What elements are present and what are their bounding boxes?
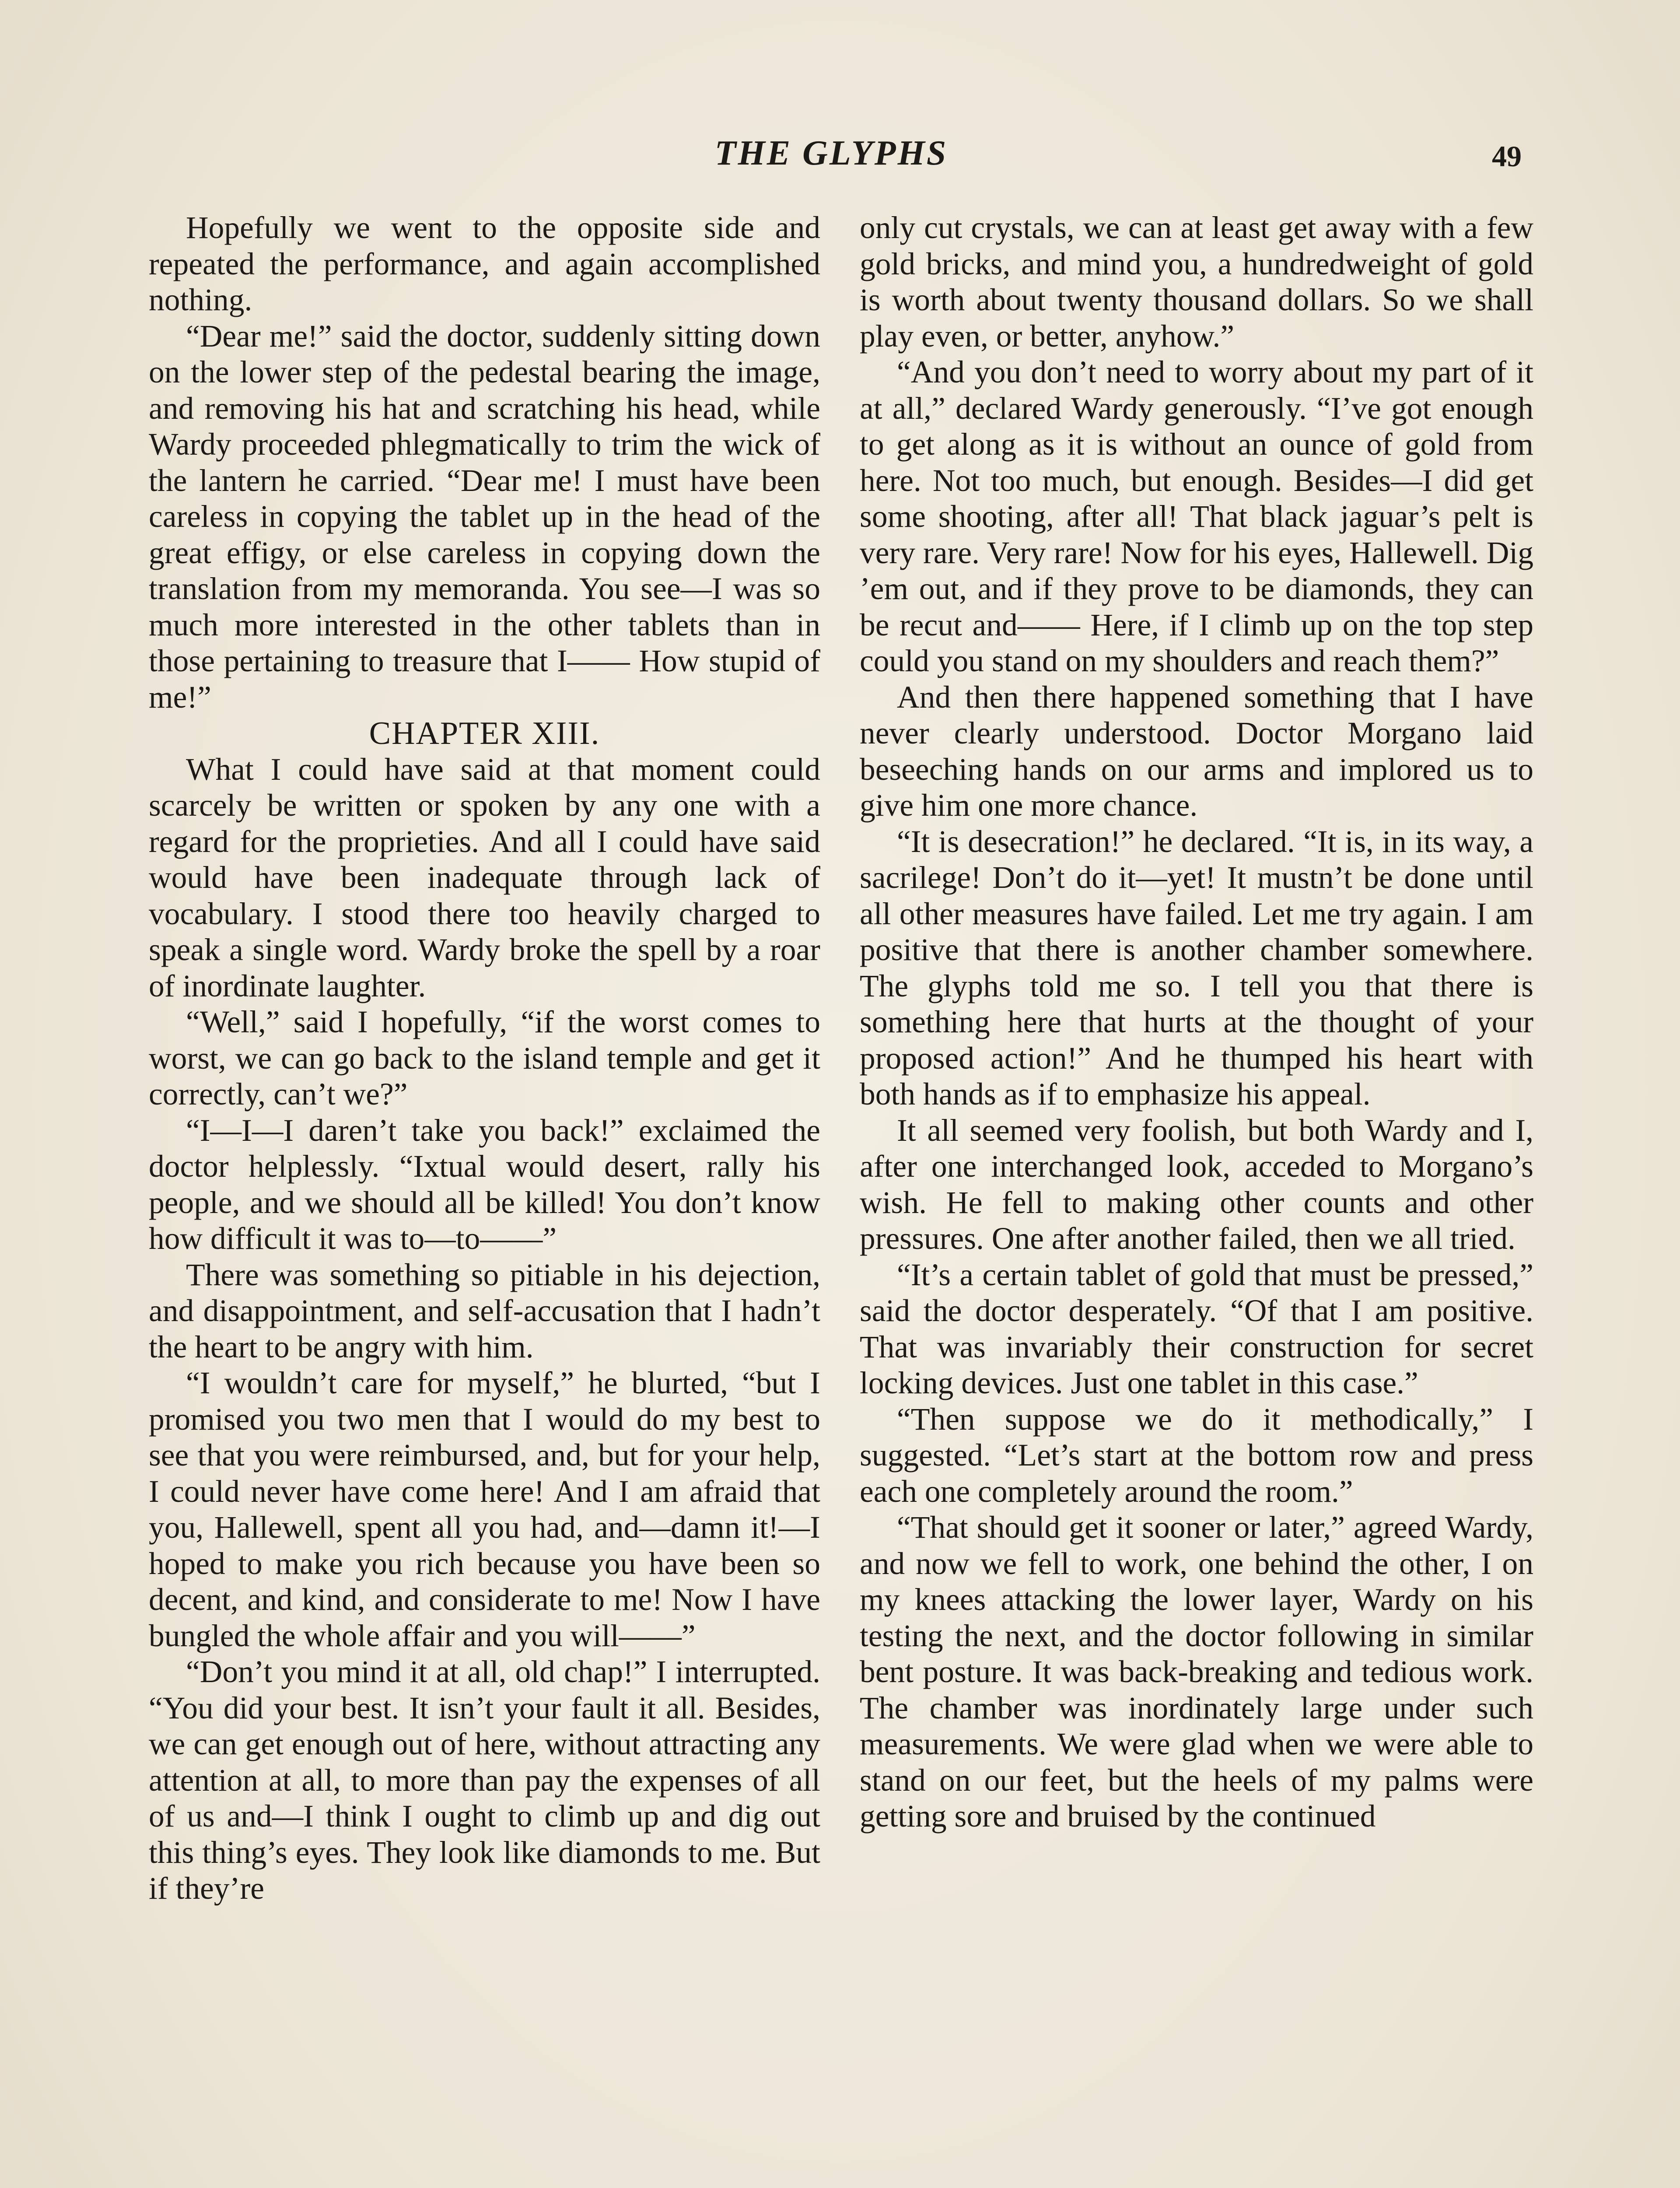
running-title: THE GLYPHS [714, 134, 948, 172]
right-column [860, 210, 1533, 1835]
paragraph: only cut crystals, we can at least get away with a few gold bricks, and mind you, a hundredweight of gold is worth about twenty thousand dollars. So we shall play even, or better, anyhow.” [860, 210, 1533, 354]
paragraph: “It’s a certain tablet of gold that must be pressed,” said the doctor desperately. “Of that I am positive. That was invariably their construction for secret locking devices. Just one tablet in this case.” [860, 1257, 1533, 1400]
paragraph: There was something so pitiable in his dejection, and disappointment, and self-accusation that I hadn’t the heart to be angry with him. [149, 1257, 820, 1364]
paragraph: “Well,” said I hopefully, “if the worst comes to worst, we can go back to the island temple and get it correctly, can’t we?” [149, 1005, 820, 1112]
paragraph: “Don’t you mind it at all, old chap!” I interrupted. “You did your best. It isn’t your fault it all. Besides, we can get enough out of here, without attracting any attention at all, to more than pay the expenses of all of us and—I think I ought to climb up and dig out this thing’s eyes. They look like diamonds to me. But if they’re [149, 1655, 820, 1906]
page-number: 49 [1492, 140, 1522, 173]
paragraph: “It is desecration!” he declared. “It is, in its way, a sacrilege! Don’t do it—yet! It mustn’t be done until all other measures have failed. Let me try again. I am positive that there is another chamber somewhere. The glyphs told me so. I tell you that there is something here that hurts at the thought of your proposed action!” And he thumped his heart with both hands as if to emphasize his appeal. [860, 824, 1533, 1112]
paragraph: “And you don’t need to worry about my part of it at all,” declared Wardy generously. “I’ve got enough to get along as it is without an ounce of gold from here. Not too much, but enough. Besides—I did get some shooting, after all! That black jaguar’s pelt is very rare. Very rare! Now for his eyes, Hallewell. Dig ’em out, and if they prove to be diamonds, they can be recut and—— Here, if I climb up on the top step could you stand on my shoulders and reach them?” [860, 355, 1533, 678]
chapter-heading: CHAPTER XIII. [369, 715, 600, 751]
paragraph: “That should get it sooner or later,” agreed Wardy, and now we fell to work, one behind the other, I on my knees attacking the lower layer, Wardy on his testing the next, and the doctor following in similar bent posture. It was back-breaking and tedious work. The chamber was inordinately large under such measurements. We were glad when we were able to stand on our feet, but the heels of my palms were getting sore and bruised by the continued [860, 1510, 1533, 1834]
paragraph: What I could have said at that moment could scarcely be written or spoken by any one with a regard for the proprieties. And all I could have said would have been inadequate through lack of vocabulary. I stood there too heavily charged to speak a single word. Wardy broke the spell by a roar of inordinate laughter. [149, 752, 820, 1003]
paragraph: And then there happened something that I have never clearly understood. Doctor Morgano laid beseeching hands on our arms and implored us to give him one more chance. [860, 680, 1533, 823]
paragraph: Hopefully we went to the opposite side and repeated the performance, and again accomplished nothing. [149, 210, 820, 317]
paragraph: “Then suppose we do it methodically,” I suggested. “Let’s start at the bottom row and press each one completely around the room.” [860, 1402, 1533, 1509]
paragraph: “I—I—I daren’t take you back!” exclaimed the doctor helplessly. “Ixtual would desert, rally his people, and we should all be killed! You don’t know how difficult it was to—to——” [149, 1113, 820, 1256]
left-column [149, 210, 820, 1907]
paragraph: “I wouldn’t care for myself,” he blurted, “but I promised you two men that I would do my best to see that you were reimbursed, and, but for your help, I could never have come here! And I am afraid that you, Hallewell, spent all you had, and—damn it!—I hoped to make you rich because you have been so decent, and kind, and considerate to me! Now I have bungled the whole affair and you will——” [149, 1366, 820, 1653]
paragraph: It all seemed very foolish, but both Wardy and I, after one interchanged look, acceded to Morgano’s wish. He fell to making other counts and other pressures. One after another failed, then we all tried. [860, 1113, 1533, 1256]
paragraph: “Dear me!” said the doctor, suddenly sitting down on the lower step of the pedestal bearing the image, and removing his hat and scratching his head, while Wardy proceeded phlegmatically to trim the wick of the lantern he carried. “Dear me! I must have been careless in copying the tablet up in the head of the great effigy, or else careless in copying down the translation from my memoranda. You see—I was so much more interested in the other tablets than in those pertaining to treasure that I—— How stupid of me!” [149, 319, 820, 715]
